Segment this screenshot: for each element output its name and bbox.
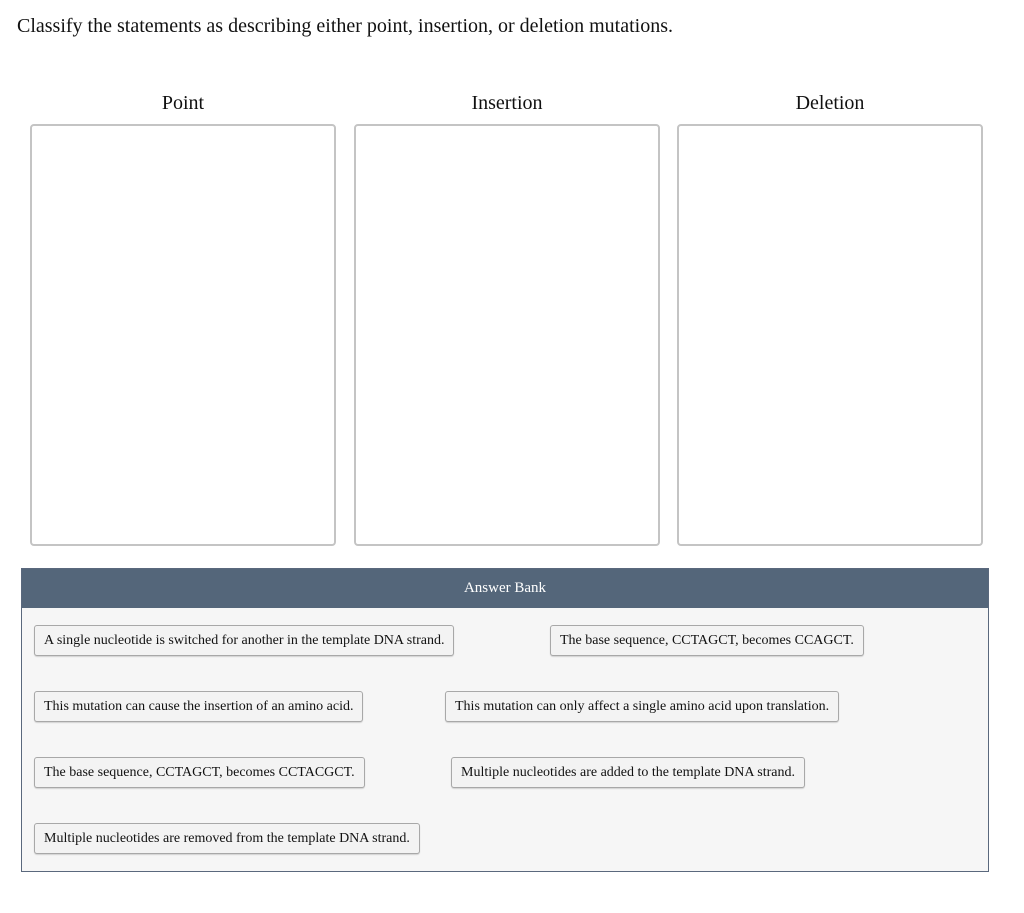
answer-item[interactable]: The base sequence, CCTAGCT, becomes CCTACGCT. [34, 757, 365, 788]
answer-bank-title: Answer Bank [22, 569, 988, 608]
answer-item[interactable]: The base sequence, CCTAGCT, becomes CCAGCT. [550, 625, 864, 656]
column-title-point: Point [161, 92, 205, 114]
answer-item[interactable]: This mutation can cause the insertion of an amino acid. [34, 691, 363, 722]
answer-bank[interactable] [21, 568, 989, 872]
column-title-deletion: Deletion [795, 92, 865, 114]
answer-item[interactable]: Multiple nucleotides are removed from the template DNA strand. [34, 823, 420, 854]
column-deletion [677, 89, 983, 547]
column-title-insertion: Insertion [471, 92, 543, 114]
column-point [30, 89, 336, 547]
answer-item[interactable]: Multiple nucleotides are added to the template DNA strand. [451, 757, 805, 788]
drop-zone-insertion[interactable] [354, 124, 660, 546]
column-insertion [354, 89, 660, 547]
drop-zone-deletion[interactable] [677, 124, 983, 546]
answer-item[interactable]: A single nucleotide is switched for another in the template DNA strand. [34, 625, 454, 656]
classification-columns [30, 89, 983, 547]
drop-zone-point[interactable] [30, 124, 336, 546]
question-prompt: Classify the statements as describing either point, insertion, or deletion mutations. [17, 15, 673, 37]
answer-item[interactable]: This mutation can only affect a single amino acid upon translation. [445, 691, 839, 722]
